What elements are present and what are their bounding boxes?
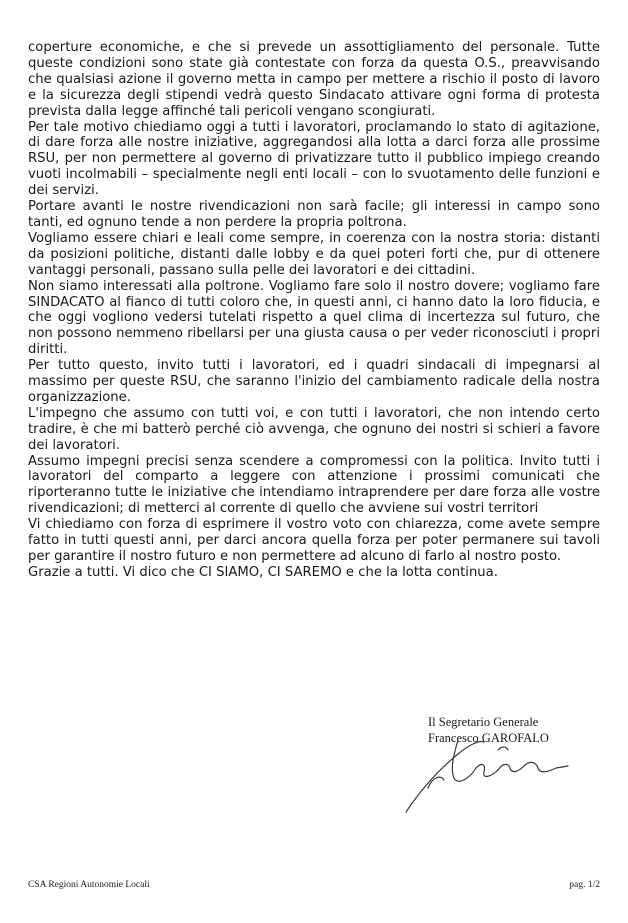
signatory-name: Francesco GAROFALO — [428, 731, 549, 745]
letter-body — [28, 40, 600, 581]
paragraph: coperture economiche, e che si prevede un assottigliamento del personale. Tutte queste condizioni sono state già contestate con forza da questa O.S., preavvisando che qualsiasi azione il governo metta in campo per mettere a rischio il posto di lavoro e la sicurezza degli stipendi vedrà questo Sindacato attivare ogni forma di protesta prevista dalla legge affinché tali pericoli vengano scongiurati. — [28, 40, 600, 119]
paragraph: Vogliamo essere chiari e leali come sempre, in coerenza con la nostra storia: distanti da posizioni politiche, distanti dalle lobby e da quei poteri forti che, pur di ottenere vantaggi personali, passano sulla pelle dei lavoratori e dei cittadini. — [28, 230, 600, 278]
page-number: pag. 1/2 — [569, 880, 600, 890]
paragraph: Grazie a tutti. Vi dico che CI SIAMO, CI SAREMO e che la lotta continua. — [28, 564, 498, 580]
footer-organization: CSA Regioni Autonomie Locali — [28, 880, 150, 890]
paragraph: Vi chiediamo con forza di esprimere il vostro voto con chiarezza, come avete sempre fatto in tutti questi anni, per darci ancora quella forza per poter permanere sui tavoli per garantire il nostro futuro e non permettere ad alcuno di farlo al nostro posto. — [28, 517, 600, 564]
paragraph: Non siamo interessati alla poltrone. Vogliamo fare solo il nostro dovere; vogliamo fare SINDACATO al fianco di tutti coloro che, in questi anni, ci hanno dato la loro fiducia, e che oggi vogliono vedersi tutelati rispetto a quel clima di incertezza sul futuro, che non possono nemmeno ribellarsi per una giusta causa o per veder riconosciuti i propri diritti. — [28, 278, 600, 358]
paragraph: Assumo impegni precisi senza scendere a compromessi con la politica. Invito tutti i lavoratori del comparto a leggere con attenzione i prossimi comunicati che riporteranno tutte le iniziative che intendiamo intraprendere per dare forza alle vostre rivendicazioni; di metterci al corrente di quello che avviene sui vostri territori — [28, 453, 600, 517]
signatory-role: Il Segretario Generale — [428, 715, 539, 729]
paragraph: L'impegno che assumo con tutti voi, e con tutti i lavoratori, che non intendo certo tradire, è che mi batterò perché ciò avvenga, che ognuno dei nostri si schieri a favore dei lavoratori. — [28, 405, 600, 453]
paragraph: Portare avanti le nostre rivendicazioni non sarà facile; gli interessi in campo sono tanti, ed ognuno tende a non perdere la propria poltrona. — [28, 199, 600, 230]
handwritten-signature — [398, 728, 588, 818]
paragraph: Per tale motivo chiediamo oggi a tutti i lavoratori, proclamando lo stato di agitazione, di dare forza alle nostre iniziative, aggregandosi alla lotta a darci forza alle prossime RSU, per non permettere al governo di privatizzare tutto il pubblico impiego creando vuoti incolmabili – specialmente negli enti locali – con lo svuotamento delle funzioni e dei servizi. — [28, 119, 600, 199]
paragraph: Per tutto questo, invito tutti i lavoratori, ed i quadri sindacali di impegnarsi al massimo per queste RSU, che saranno l'inizio del cambiamento radicale della nostra organizzazione. — [28, 358, 600, 405]
